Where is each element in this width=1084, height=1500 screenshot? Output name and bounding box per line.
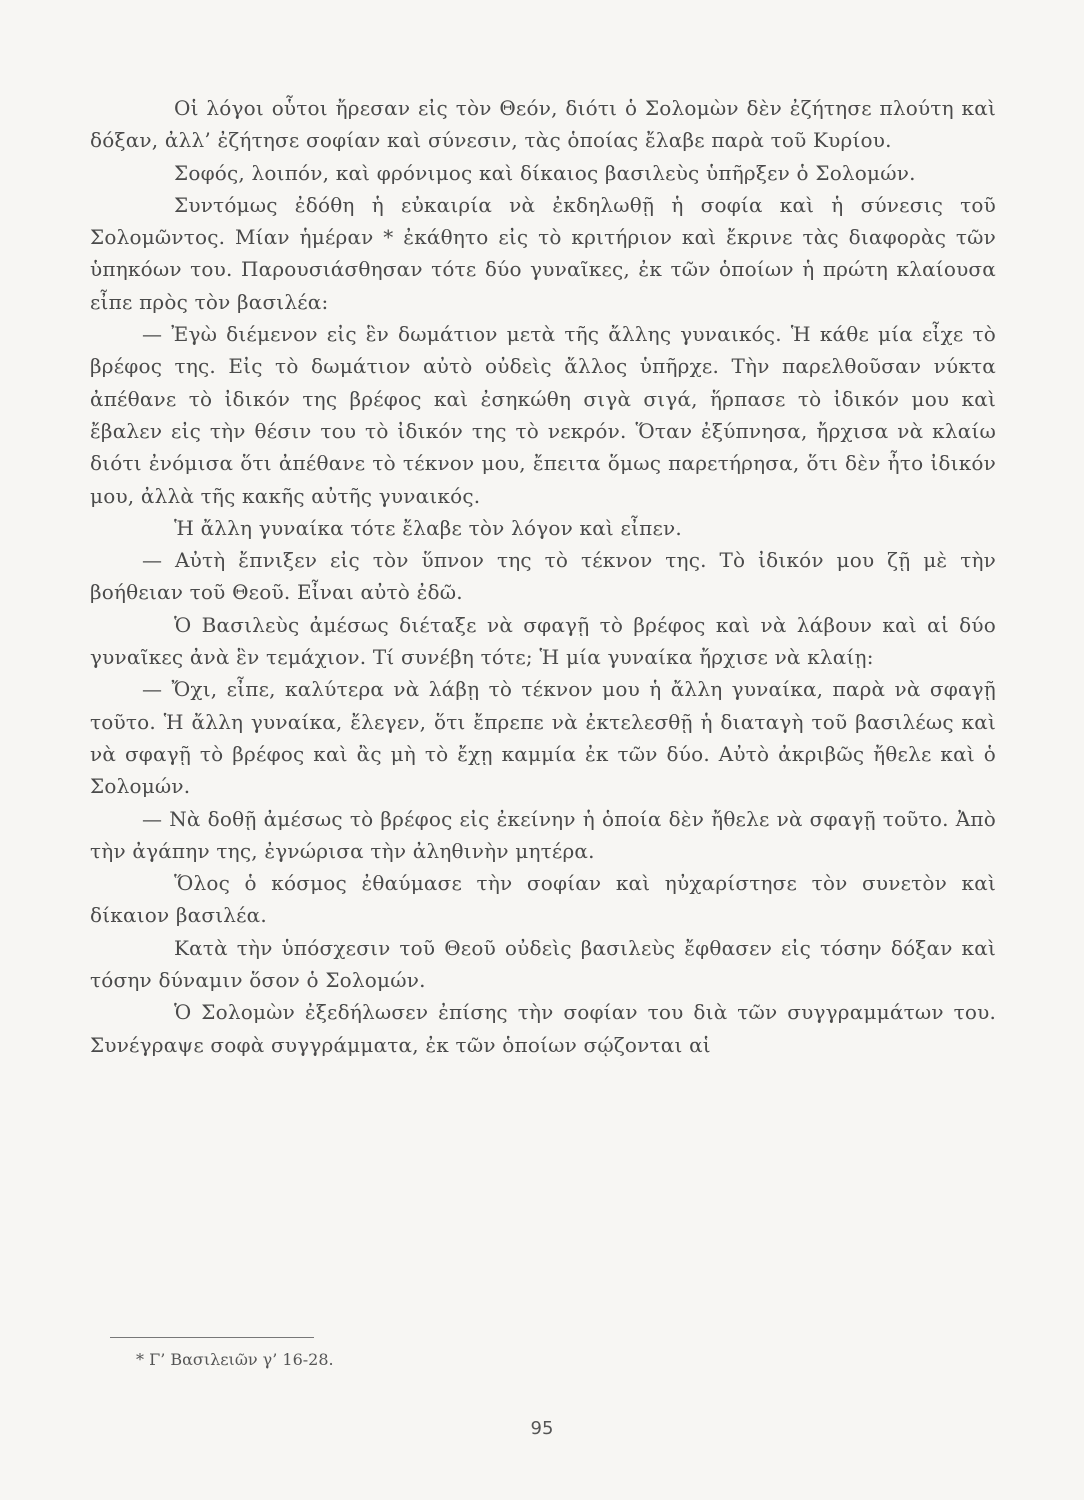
paragraph-12: Ὁ Σολομὼν ἐξεδήλωσεν ἐπίσης τὴν σοφίαν του διὰ τῶν συγγραμμάτων του. Συνέγραψε σοφὰ συγγράμματα, ἐκ τῶν ὁποίων σῴζονται αἱ — [90, 1000, 996, 1057]
body-text — [90, 92, 996, 1061]
footnote: * Γ’ Βασιλειῶν γ’ 16-28. — [136, 1350, 334, 1369]
paragraph-4-dialog: — Ἐγὼ διέμενον εἰς ἓν δωμάτιον μετὰ τῆς ἄλλης γυναικός. Ἡ κάθε μία εἶχε τὸ βρέφος της. Εἰς τὸ δωμάτιον αὐτὸ οὐδεὶς ἄλλος ὑπῆρχε. Τὴν παρελθοῦσαν νύκτα ἀπέθανε τὸ ἰδικόν της βρέφος καὶ ἐσηκώθη σιγὰ σιγά, ἥρπασε τὸ ἰδικόν μου καὶ ἔβαλεν εἰς τὴν θέσιν του τὸ ἰδικόν της τὸ νεκρόν. Ὅταν ἐξύπνησα, ἤρχισα νὰ κλαίω διότι ἐνόμισα ὅτι ἀπέθανε τὸ τέκνον μου, ἔπειτα ὅμως παρετήρησα, ὅτι δὲν ἦτο ἰδικόν μου, ἀλλὰ τῆς κακῆς αὐτῆς γυναικός. — [90, 322, 996, 508]
paragraph-11: Κατὰ τὴν ὑπόσχεσιν τοῦ Θεοῦ οὐδεὶς βασιλεὺς ἔφθασεν εἰς τόσην δόξαν καὶ τόσην δύναμιν ὅσον ὁ Σολομών. — [90, 935, 996, 993]
paragraph-7: Ὁ Βασιλεὺς ἀμέσως διέταξε νὰ σφαγῇ τὸ βρέφος καὶ νὰ λάβουν καὶ αἱ δύο γυναῖκες ἀνὰ ἓν τεμάχιον. Τί συνέβη τότε; Ἡ μία γυναίκα ἤρχισε νὰ κλαίῃ: — [90, 612, 996, 670]
paragraph-9-dialog: — Νὰ δοθῇ ἀμέσως τὸ βρέφος εἰς ἐκείνην ἡ ὁποία δὲν ἤθελε νὰ σφαγῇ τοῦτο. Ἀπὸ τὴν ἀγάπην της, ἐγνώρισα τὴν ἀληθινὴν μητέρα. — [90, 806, 996, 863]
paragraph-10: Ὅλος ὁ κόσμος ἐθαύμασε τὴν σοφίαν καὶ ηὐχαρίστησε τὸν συνετὸν καὶ δίκαιον βασιλέα. — [90, 871, 996, 928]
paragraph-5: Ἡ ἄλλη γυναίκα τότε ἔλαβε τὸν λόγον καὶ εἶπεν. — [174, 515, 682, 540]
footnote-divider — [110, 1337, 314, 1338]
paragraph-1: Οἱ λόγοι οὗτοι ἤρεσαν εἰς τὸν Θεόν, διότι ὁ Σολομὼν δὲν ἐζήτησε πλούτη καὶ δόξαν, ἀλλ’ ἐζήτησε σοφίαν καὶ σύνεσιν, τὰς ὁποίας ἔλαβε παρὰ τοῦ Κυρίου. — [90, 96, 996, 153]
paragraph-8-dialog: — Ὄχι, εἶπε, καλύτερα νὰ λάβῃ τὸ τέκνον μου ἡ ἄλλη γυναίκα, παρὰ νὰ σφαγῇ τοῦτο. Ἡ ἄλλη γυναίκα, ἔλεγεν, ὅτι ἔπρεπε νὰ ἐκτελεσθῇ ἡ διαταγὴ τοῦ βασιλέως καὶ νὰ σφαγῇ τὸ βρέφος καὶ ἂς μὴ τὸ ἔχῃ καμμία ἐκ τῶν δύο. Αὐτὸ ἀκριβῶς ἤθελε καὶ ὁ Σολομών. — [90, 677, 996, 799]
paragraph-2: Σοφός, λοιπόν, καὶ φρόνιμος καὶ δίκαιος βασιλεὺς ὑπῆρξεν ὁ Σολομών. — [174, 160, 916, 185]
paragraph-3: Συντόμως ἐδόθη ἡ εὐκαιρία νὰ ἐκδηλωθῇ ἡ σοφία καὶ ἡ σύνεσις τοῦ Σολομῶντος. Μίαν ἡμέραν * ἐκάθητο εἰς τὸ κριτήριον καὶ ἔκρινε τὰς διαφορὰς τῶν ὑπηκόων του. Παρουσιάσθησαν τότε δύο γυναῖκες, ἐκ τῶν ὁποίων ἡ πρώτη κλαίουσα εἶπε πρὸς τὸν βασιλέα: — [90, 192, 996, 314]
page-number: 95 — [530, 1418, 554, 1439]
paragraph-6-dialog: — Αὐτὴ ἔπνιξεν εἰς τὸν ὕπνον της τὸ τέκνον της. Τὸ ἰδικόν μου ζῇ μὲ τὴν βοήθειαν τοῦ Θεοῦ. Εἶναι αὐτὸ ἐδῶ. — [90, 548, 996, 605]
